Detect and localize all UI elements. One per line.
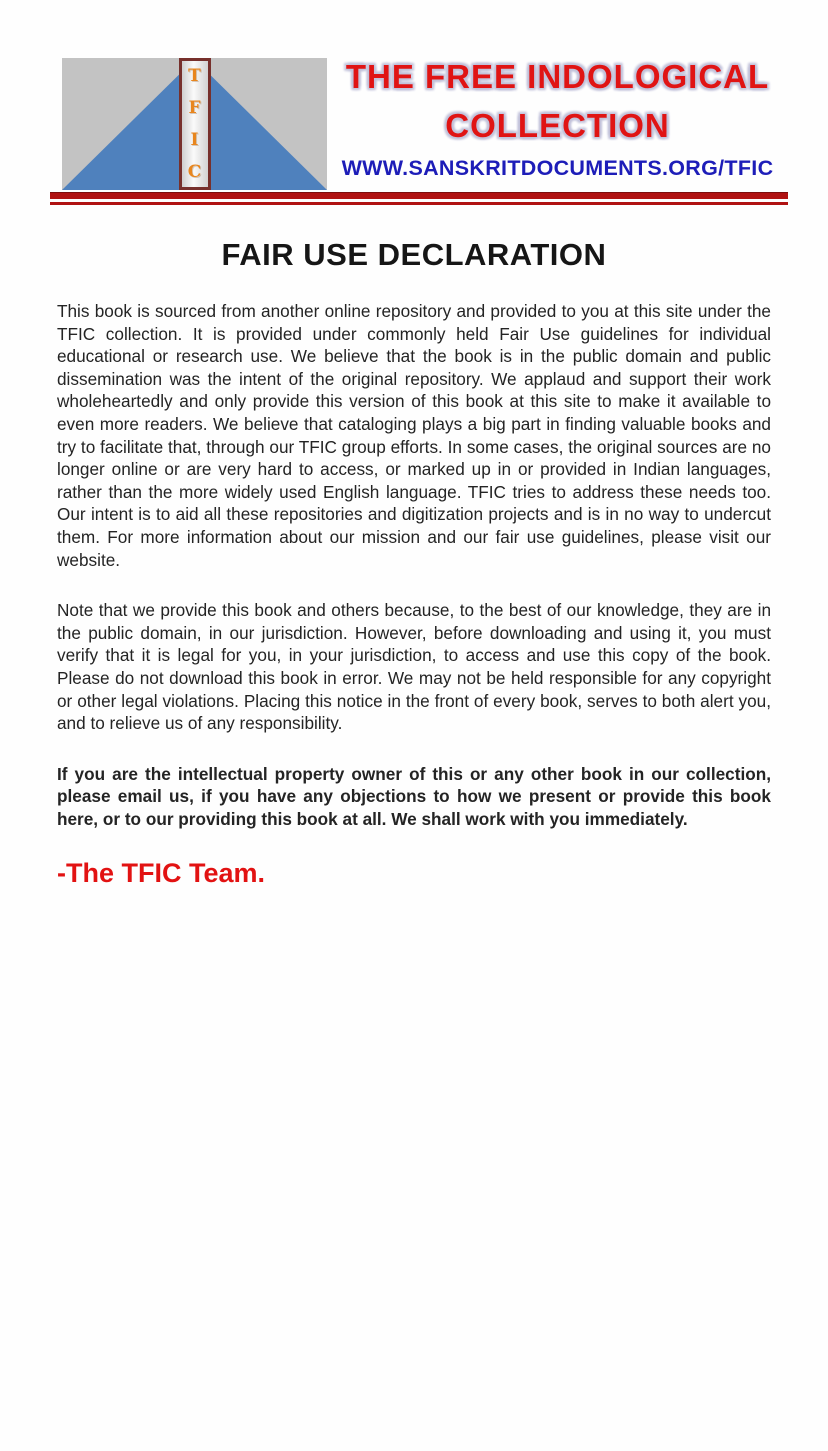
collection-title-line2: COLLECTION	[445, 107, 670, 144]
logo-letter-c: C	[187, 162, 202, 182]
divider-thin-line	[50, 202, 788, 205]
collection-url: WWW.SANSKRITDOCUMENTS.ORG/TFIC	[341, 156, 774, 180]
signature-tfic-team: -The TFIC Team.	[57, 858, 266, 889]
page-title: FAIR USE DECLARATION	[221, 237, 607, 272]
header-divider-rule	[50, 192, 788, 205]
document-body	[57, 300, 771, 830]
divider-thick-line	[50, 192, 788, 199]
tfic-logo	[62, 58, 327, 190]
collection-title-block	[327, 58, 788, 181]
logo-letter-f: F	[188, 98, 201, 118]
paragraph-jurisdiction-notice: Note that we provide this book and others because, to the best of our knowledge, they are in the public domain, in our jurisdiction. However, before downloading and using it, you must verify that it is legal for you, in your jurisdiction, to access and use this copy of the book. Please do not download this book in error. We may not be held responsible for any copyright or other legal violations. Placing this notice in the front of every book, serves to both alert you, and to relieve us of any responsibility.	[57, 600, 771, 734]
logo-pillar	[179, 58, 211, 190]
logo-letter-t: T	[188, 66, 201, 86]
paragraph-fair-use: This book is sourced from another online repository and provided to you at this site under the TFIC collection. It is provided under commonly held Fair Use guidelines for individual educational or research use. We believe that the book is in the public domain and public dissemination was the intent of the original repository. We applaud and support their work wholeheartedly and only provide this version of this book at this site to make it available to even more readers. We believe that cataloging plays a big part in finding valuable books and try to facilitate that, through our TFIC group efforts. In some cases, the original sources are no longer online or are very hard to access, or marked up in or provided in Indian languages, rather than the more widely used English language. TFIC tries to address these needs too. Our intent is to aid all these repositories and digitization projects and is in no way to undercut them. For more information about our mission and our fair use guidelines, please visit our website.	[57, 301, 771, 570]
logo-letter-i: I	[190, 130, 199, 150]
paragraph-ip-owner-notice: If you are the intellectual property owner of this or any other book in our collection, please email us, if you have any objections to how we present or provide this book here, or to our providing this book at all. We shall work with you immediately.	[57, 763, 771, 829]
page-header	[0, 0, 828, 190]
collection-title-line1: THE FREE INDOLOGICAL	[345, 58, 770, 95]
